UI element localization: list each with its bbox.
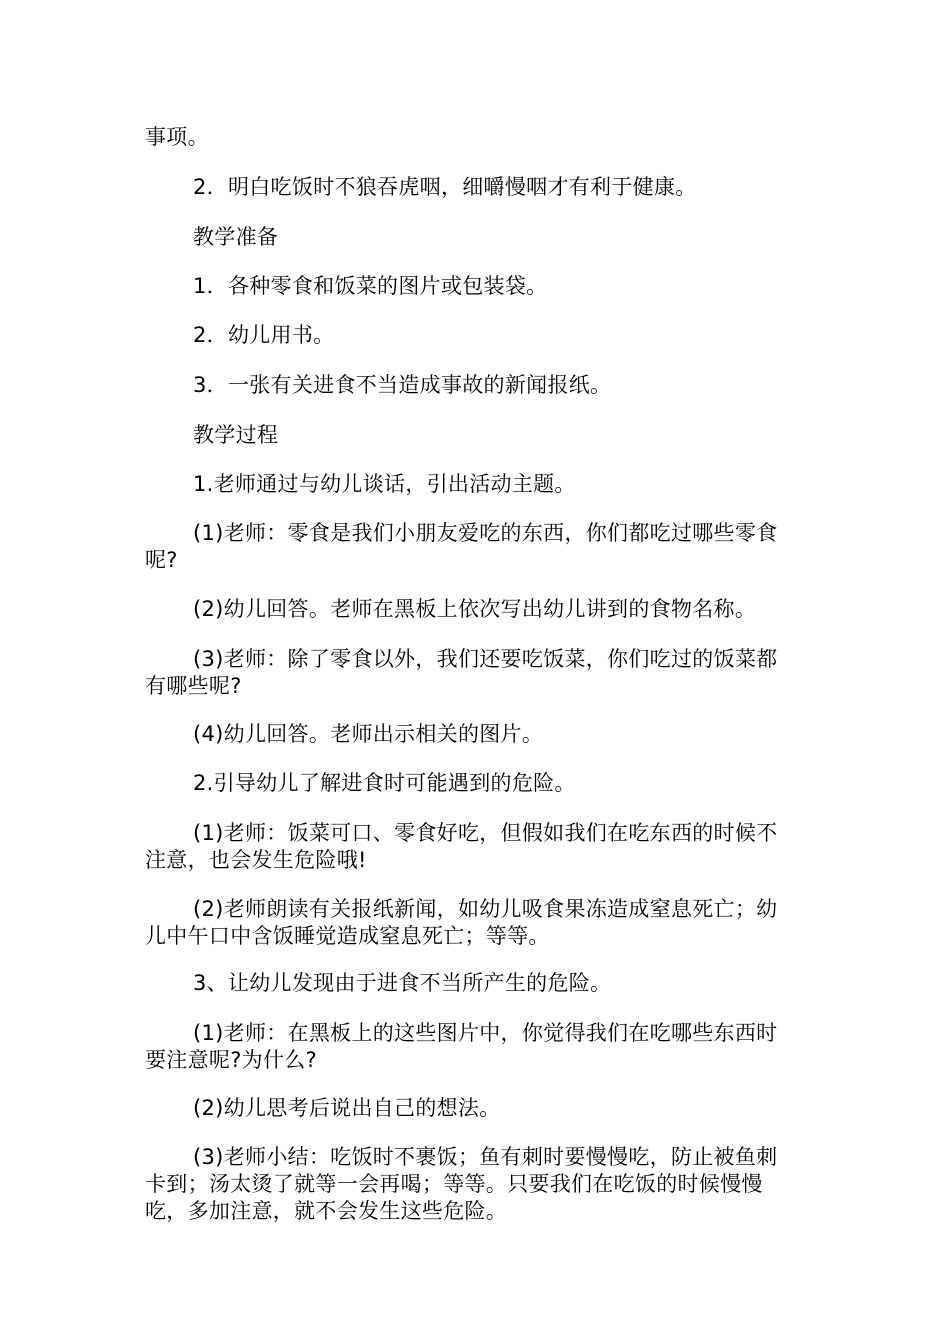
- paragraph-line: (3)老师：除了零食以外，我们还要吃饭菜，你们吃过的饭菜都: [193, 647, 778, 671]
- paragraph-line: 要注意呢?为什么?: [145, 1048, 317, 1072]
- paragraph-line: 儿中午口中含饭睡觉造成窒息死亡；等等。: [145, 924, 550, 948]
- paragraph-line: (2)幼儿思考后说出自己的想法。: [193, 1096, 501, 1120]
- list-item: 2．明白吃饭时不狼吞虎咽，细嚼慢咽才有利于健康。: [193, 175, 697, 199]
- step-heading: 1.老师通过与幼儿谈话，引出活动主题。: [193, 472, 576, 496]
- list-item: 1．各种零食和饭菜的图片或包装袋。: [193, 274, 548, 298]
- paragraph-line: (1)老师：在黑板上的这些图片中，你觉得我们在吃哪些东西时: [193, 1021, 778, 1045]
- paragraph-line: (4)幼儿回答。老师出示相关的图片。: [193, 722, 544, 746]
- section-heading: 教学过程: [193, 423, 279, 447]
- paragraph-line: (2)老师朗读有关报纸新闻，如幼儿吸食果冻造成窒息死亡；幼: [193, 897, 778, 921]
- section-heading: 教学准备: [193, 225, 279, 249]
- list-item: 3．一张有关进食不当造成事故的新闻报纸。: [193, 373, 612, 397]
- paragraph-line: (1)老师：饭菜可口、零食好吃，但假如我们在吃东西的时候不: [193, 821, 778, 845]
- paragraph-line: (1)老师：零食是我们小朋友爱吃的东西，你们都吃过哪些零食: [193, 521, 778, 545]
- list-item: 2．幼儿用书。: [193, 323, 335, 347]
- text-line: 事项。: [145, 125, 209, 149]
- step-heading: 2.引导幼儿了解进食时可能遇到的危险。: [193, 771, 576, 795]
- paragraph-line: (3)老师小结：吃饭时不裹饭；鱼有刺时要慢慢吃，防止被鱼刺: [193, 1145, 778, 1169]
- paragraph-line: (2)幼儿回答。老师在黑板上依次写出幼儿讲到的食物名称。: [193, 597, 757, 621]
- paragraph-line: 吃，多加注意，就不会发生这些危险。: [145, 1199, 508, 1223]
- step-heading: 3、让幼儿发现由于进食不当所产生的危险。: [193, 971, 612, 995]
- paragraph-line: 卡到；汤太烫了就等一会再喝；等等。只要我们在吃饭的时候慢慢: [145, 1172, 763, 1196]
- paragraph-line: 注意，也会发生危险哦!: [145, 848, 367, 872]
- paragraph-line: 有哪些呢?: [145, 674, 242, 698]
- paragraph-line: 呢?: [145, 548, 178, 572]
